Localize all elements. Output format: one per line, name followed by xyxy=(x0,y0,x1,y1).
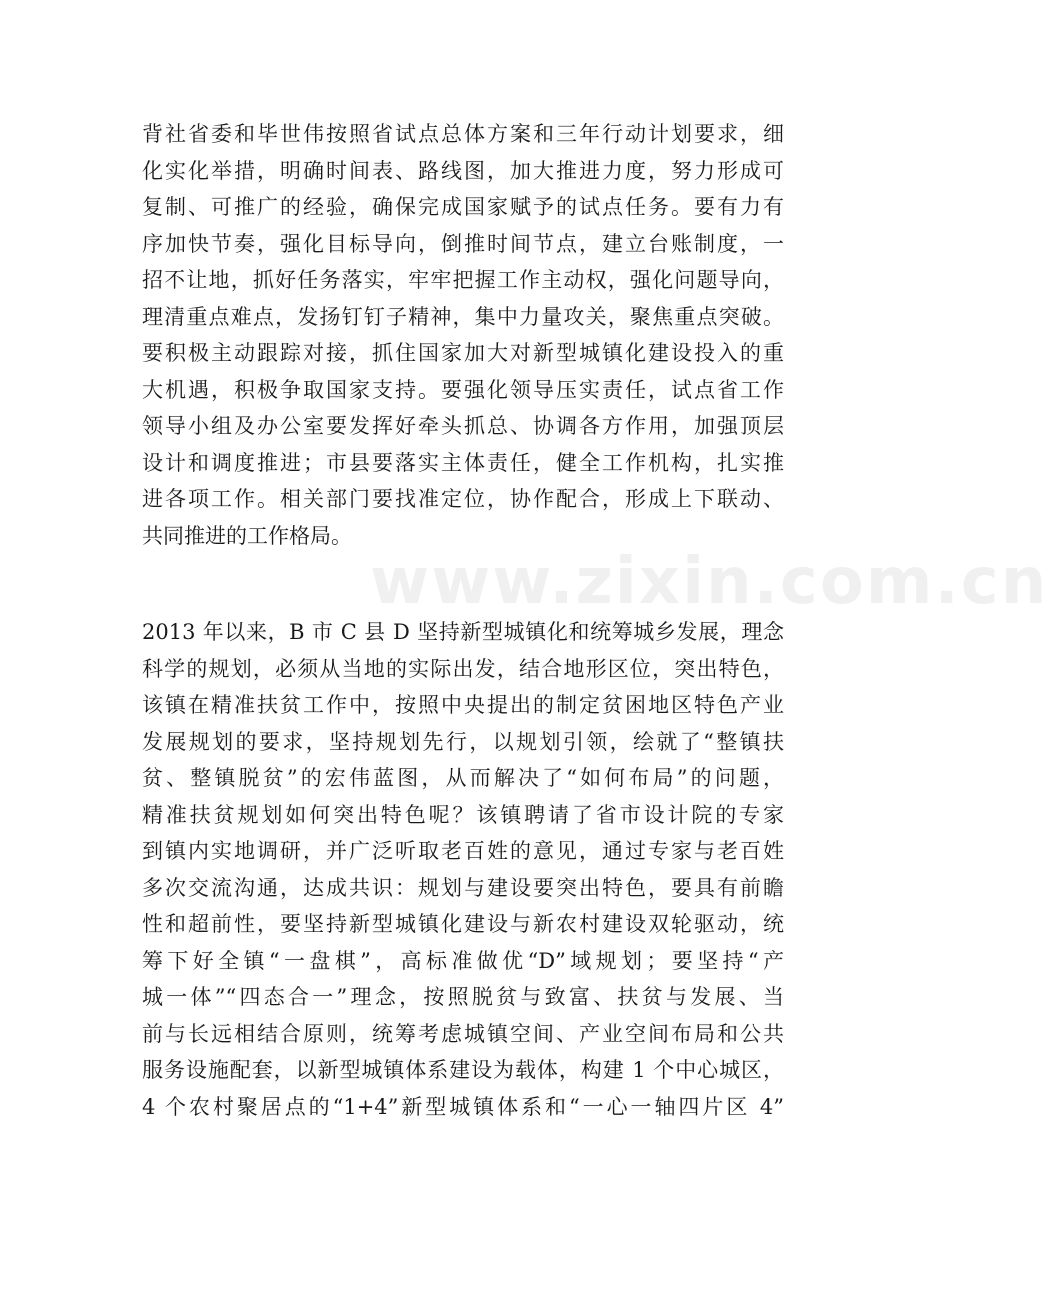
text-line: 前与长远相结合原则，统筹考虑城镇空间、产业空间布局和公共 xyxy=(142,1021,784,1046)
watermark: www.zixin.com.cn xyxy=(370,545,1048,619)
text-line: 领导小组及办公室要发挥好牵头抓总、协调各方作用，加强顶层 xyxy=(142,414,784,438)
text-line: 2013 年以来，B 市 C 县 D 坚持新型城镇化和统筹城乡发展，理念 xyxy=(142,620,784,644)
text-line: 化实化举措，明确时间表、路线图，加大推进力度，努力形成可 xyxy=(142,158,784,183)
text-line: 城一体”“四态合一”理念，按照脱贫与致富、扶贫与发展、当 xyxy=(142,985,784,1009)
text-line: 该镇在精准扶贫工作中，按照中央提出的制定贫困地区特色产业 xyxy=(142,693,784,717)
paragraph-1 xyxy=(142,116,784,554)
text-line: 理清重点难点，发扬钉钉子精神，集中力量攻关，聚焦重点突破。 xyxy=(142,304,784,329)
text-line: 性和超前性，要坚持新型城镇化建设与新农村建设双轮驱动，统 xyxy=(142,912,784,936)
text-line: 多次交流沟通，达成共识：规划与建设要突出特色，要具有前瞻 xyxy=(142,875,784,900)
text-line: 精准扶贫规划如何突出特色呢？该镇聘请了省市设计院的专家 xyxy=(142,802,784,827)
text-line: 服务设施配套，以新型城镇体系建设为载体，构建 1 个中心城区， xyxy=(142,1058,784,1082)
text-line: 复制、可推广的经验，确保完成国家赋予的试点任务。要有力有 xyxy=(142,195,784,219)
text-line: 背社省委和毕世伟按照省试点总体方案和三年行动计划要求，细 xyxy=(142,122,784,146)
text-line: 进各项工作。相关部门要找准定位，协作配合，形成上下联动、 xyxy=(142,487,784,511)
text-line: 共同推进的工作格局。 xyxy=(142,523,352,548)
text-line: 到镇内实地调研，并广泛听取老百姓的意见，通过专家与老百姓 xyxy=(142,839,784,863)
text-line: 科学的规划，必须从当地的实际出发，结合地形区位，突出特色， xyxy=(142,656,784,681)
text-line: 筹下好全镇“一盘棋”，高标准做优“D”域规划；要坚持“产 xyxy=(142,948,784,973)
paragraph-2 xyxy=(142,614,784,1125)
text-line: 大机遇，积极争取国家支持。要强化领导压实责任，试点省工作 xyxy=(142,377,784,402)
text-line: 贫、整镇脱贫”的宏伟蓝图，从而解决了“如何布局”的问题， xyxy=(142,766,784,790)
text-line: 序加快节奏，强化目标导向，倒推时间节点，建立台账制度，一 xyxy=(142,231,784,256)
text-line: 发展规划的要求，坚持规划先行，以规划引领，绘就了“整镇扶 xyxy=(142,729,784,754)
text-line: 要积极主动跟踪对接，抓住国家加大对新型城镇化建设投入的重 xyxy=(142,341,784,365)
text-line: 招不让地，抓好任务落实，牢牢把握工作主动权，强化问题导向， xyxy=(142,268,784,292)
text-line: 设计和调度推进；市县要落实主体责任，健全工作机构，扎实推 xyxy=(142,450,784,475)
text-line: 4 个农村聚居点的“1+4”新型城镇体系和“一心一轴四片区 4” xyxy=(142,1094,784,1119)
